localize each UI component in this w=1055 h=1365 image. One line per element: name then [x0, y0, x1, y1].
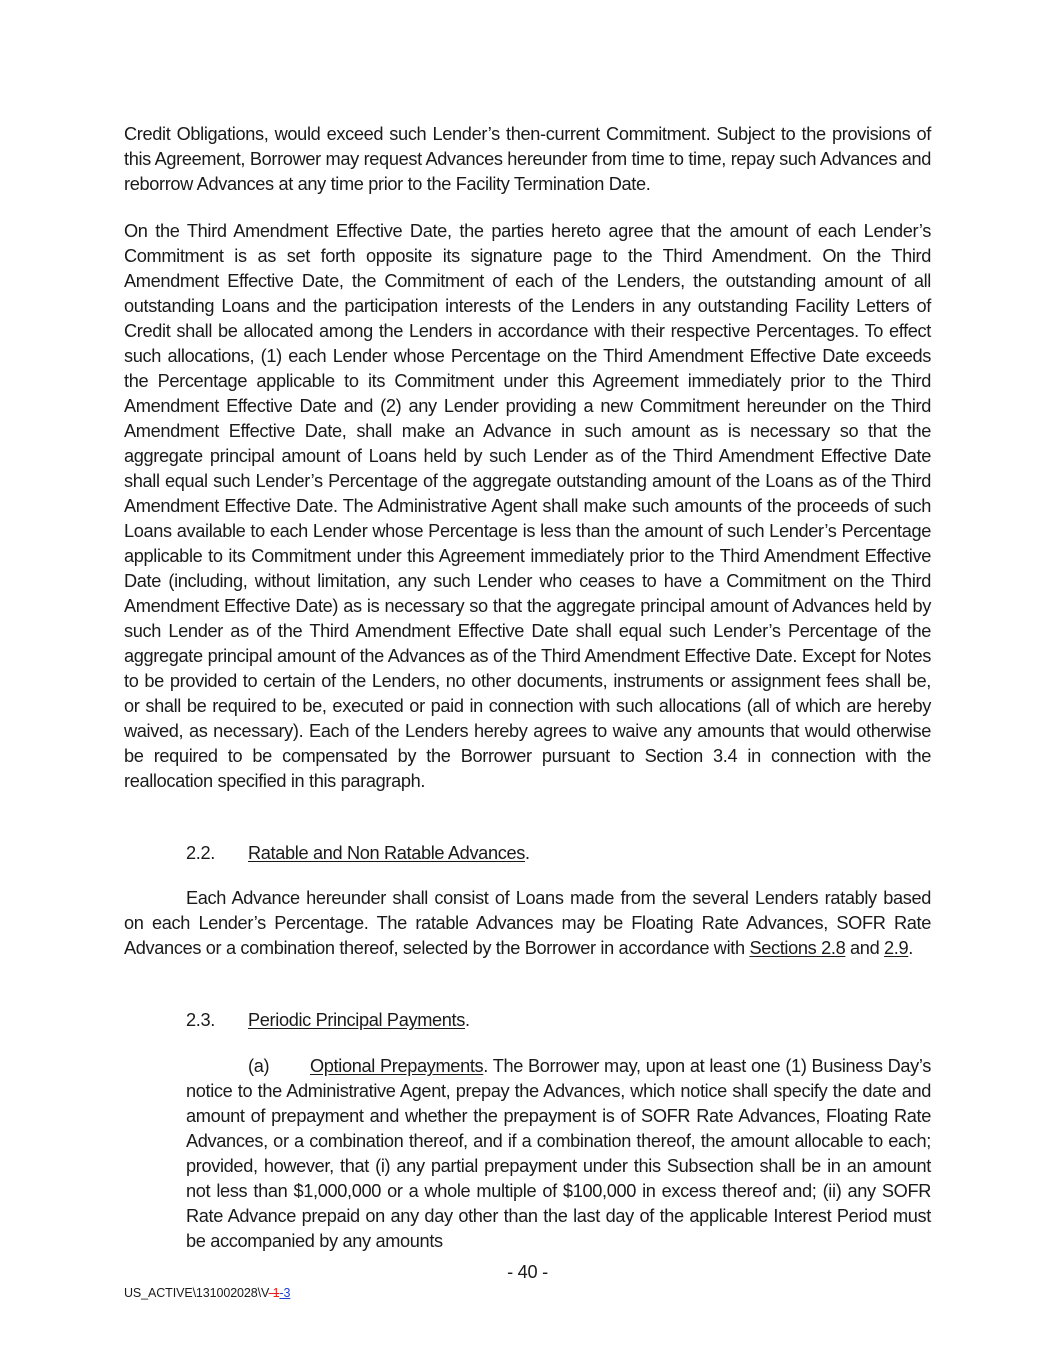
doc-id-inserted-revision: -3: [279, 1286, 291, 1300]
doc-id-prefix: US_ACTIVE\131002028\V: [124, 1286, 269, 1300]
paragraph-credit-obligations: Credit Obligations, would exceed such Lender’s then-current Commitment. Subject to the provisions of this Agreement, Borrower may request Advances hereunder from time to time, repay such Advances and reborrow Advances at any time prior to the Facility Termination Date.: [124, 124, 931, 194]
subsection-body: The Borrower may, upon at least one (1) Business Day’s notice to the Administrative Agent, prepay the Advances, which notice shall specify the date and amount of prepayment and whether the prepayment is of SOFR Rate Advances, Floating Rate Advances, or a combination thereof, and if a combination thereof, the amount allocable to each; provided, however, that (i) any partial prepayment under this Subsection shall be in an amount not less than $1,000,000 or a whole multiple of $100,000 in excess thereof and; (ii) any SOFR Rate Advance prepaid on any day other than the last day of the applicable Interest Period must be accompanied by any amounts: [186, 1056, 931, 1251]
paragraph-ratable-advances: [124, 886, 931, 961]
section-number: 2.2.: [186, 843, 215, 863]
section-title: Ratable and Non Ratable Advances: [248, 843, 525, 863]
paragraph-third-amendment-allocation: On the Third Amendment Effective Date, the parties hereto agree that the amount of each Lender’s Commitment is as set forth opposite its signature page to the Third Amendment. On the Third Amendment Effective Date, the Commitment of each of the Lenders, the outstanding amount of all outstanding Loans and the participation interests of the Lenders in any outstanding Facility Letters of Credit shall be allocated among the Lenders in accordance with their respective Percentages. To effect such allocations, (1) each Lender whose Percentage on the Third Amendment Effective Date exceeds the Percentage applicable to its Commitment under this Agreement immediately prior to the Third Amendment Effective Date and (2) any Lender providing a new Commitment hereunder on the Third Amendment Effective Date, shall make an Advance in such amount as is necessary so that the aggregate principal amount of Loans held by such Lender as of the Third Amendment Effective Date shall equal such Lender’s Percentage of the aggregate outstanding amount of the Loans as of the Third Amendment Effective Date. The Administrative Agent shall make such amounts of the proceeds of such Loans available to each Lender whose Percentage is less than the amount of such Lender’s Percentage applicable to its Commitment under this Agreement immediately prior to the Third Amendment Effective Date (including, without limitation, any such Lender who ceases to have a Commitment on the Third Amendment Effective Date) as is necessary so that the aggregate principal amount of Advances held by such Lender as of the Third Amendment Effective Date shall equal such Lender’s Percentage of the aggregate principal amount of the Advances as of the Third Amendment Effective Date. Except for Notes to be provided to certain of the Lenders, no other documents, instruments or assignment fees shall be, or shall be required to be, executed or paid in connection with such allocations (all of which are hereby waived, as necessary). Each of the Lenders hereby agrees to waive any amounts that would otherwise be required to be compensated by the Borrower pursuant to Section 3.4 in connection with the reallocation specified in this paragraph.: [124, 221, 931, 791]
paragraph-text-end: .: [908, 938, 913, 958]
section-heading-2-3: [186, 1008, 470, 1033]
subsection-a-optional-prepayments: [186, 1054, 931, 1254]
section-title-suffix: .: [524, 843, 530, 863]
doc-id-deleted-revision: -1: [268, 1286, 280, 1300]
cross-reference-2-9: 2.9: [884, 938, 909, 958]
section-number: 2.3.: [186, 1010, 215, 1030]
section-title: Periodic Principal Payments: [248, 1010, 465, 1030]
section-title-suffix: .: [464, 1010, 470, 1030]
document-id-footer: [124, 1286, 290, 1300]
cross-reference-sections-2-8: Sections 2.8: [749, 938, 846, 958]
subsection-label: (a): [248, 1056, 270, 1076]
paragraph-text: Each Advance hereunder shall consist of Loans made from the several Lenders ratably based on each Lender’s Percentage. The ratable Advances may be Floating Rate Advances, SOFR Rate Advances or a combination thereof, selected by the Borrower in accordance with: [124, 888, 931, 958]
page-number: - 40 -: [507, 1262, 548, 1282]
paragraph-text-join: and: [845, 938, 885, 958]
section-heading-2-2: [186, 841, 530, 866]
subsection-title: Optional Prepayments: [310, 1056, 484, 1076]
subsection-title-suffix: .: [483, 1056, 488, 1076]
